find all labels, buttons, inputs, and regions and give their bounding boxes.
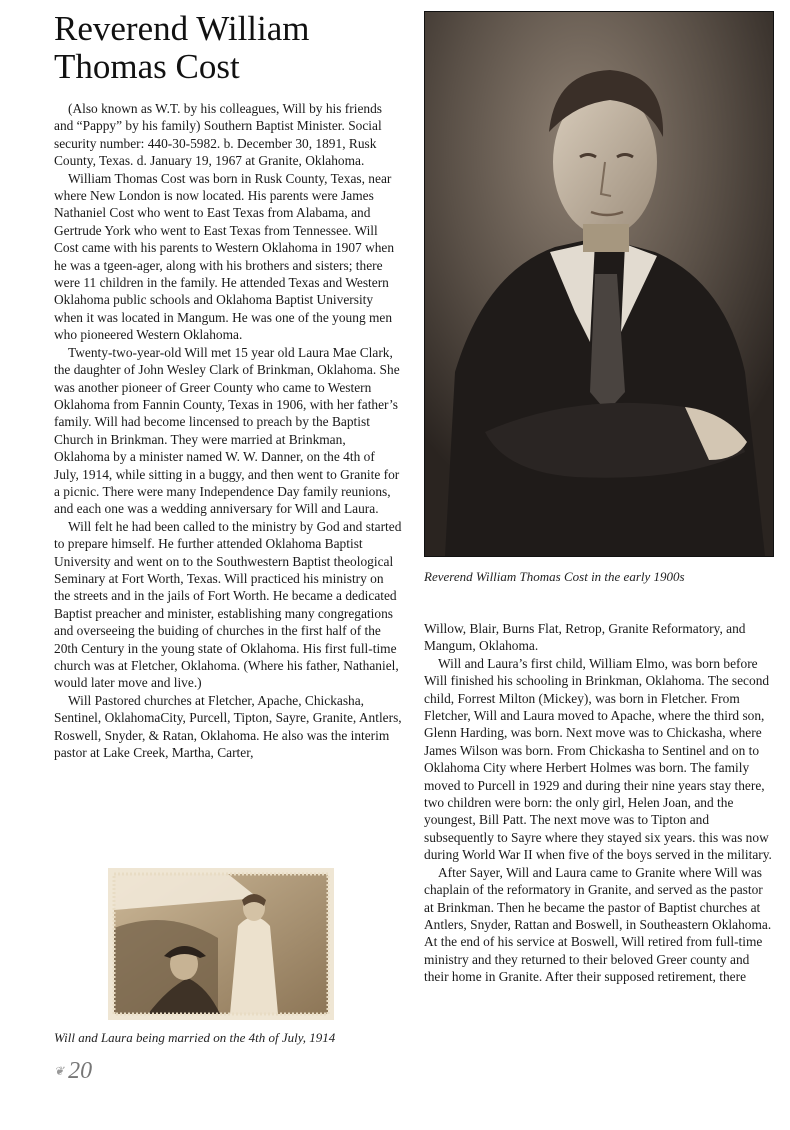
paragraph-churches: Will Pastored churches at Fletcher, Apache, Chickasha, Sentinel, OklahomaCity, Purcell, Tipton, Sayre, Granite, Antlers, Roswell, Snyder, & Ratan, Oklahoma. He also was the interim pastor at Lake Creek, Martha, Carter,: [54, 692, 402, 761]
article-title: [54, 10, 414, 86]
page-number-text: 20: [68, 1058, 93, 1084]
title-line-1: Reverend William: [54, 9, 310, 48]
paragraph-ministry: Will felt he had been called to the ministry by God and started to prepare himself. He further attended Oklahoma Baptist University and went on to the Southwestern Baptist theological Seminary at Fort Worth, Texas. Will practiced his ministry on the streets and in the jails of Fort Worth. He became a dedicated Baptist preacher and minister, establishing many congregations and overseeing the buiding of churches in the first half of the 20th Century in the young state of Oklahoma. His first full-time church was at Fletcher, Oklahoma. (Where his father, Nathaniel, would later move and live.): [54, 518, 402, 691]
right-column: [424, 620, 772, 986]
paragraph-continued: Willow, Blair, Burns Flat, Retrop, Granite Reformatory, and Mangum, Oklahoma.: [424, 621, 746, 654]
portrait-caption: Reverend William Thomas Cost in the early 1900s: [424, 569, 685, 584]
title-line-2: Thomas Cost: [54, 47, 240, 86]
wedding-caption: Will and Laura being married on the 4th of July, 1914: [54, 1030, 336, 1045]
left-column: [54, 100, 402, 761]
paragraph-marriage: Twenty-two-year-old Will met 15 year old Laura Mae Clark, the daughter of John Wesley Clark of Brinkman, Oklahoma. She was another pioneer of Greer County who came to Western Oklahoma from Fannin County, Texas in 1906, with her father’s family. Will had become lincensed to preach by the Baptist Church in Brinkman. They were married at Brinkman, Oklahoma by a minister named W. W. Danner, on the 4th of July, 1914, while sitting in a buggy, and then went to Granite for a picnic. There were many Independence Day family reunions, and each one was a wedding anniversary for Will and Laura.: [54, 344, 400, 517]
paragraph-intro: (Also known as W.T. by his colleagues, Will by his friends and “Pappy” by his family) Southern Baptist Minister. Social security number: 440-30-5982. b. December 30, 1891, Rusk County, Texas. d. January 19, 1967 at Granite, Oklahoma.: [54, 101, 382, 169]
portrait-photo: [424, 11, 774, 557]
wedding-photo: [108, 868, 334, 1020]
ornament-icon: ❦: [54, 1064, 65, 1078]
paragraph-birth: William Thomas Cost was born in Rusk County, Texas, near where New London is now located. His parents were James Nathaniel Cost who went to East Texas from Alabama, and Gertrude York who went to East Texas from Tennessee. Will Cost came with his parents to Western Oklahoma in 1907 when he was a tgeen-ager, along with his brothers and sisters; there were 11 children in the family. He attended Texas and Western Oklahoma public schools and Oklahoma Baptist University when it was located in Mangum. He was one of the young men who pioneered Western Oklahoma.: [54, 170, 395, 343]
page-number: [54, 1058, 92, 1085]
paragraph-children: Will and Laura’s first child, William Elmo, was born before Will finished his schooling in Brinkman, Oklahoma. The second child, Forrest Milton (Mickey), was born in Fletcher. From Fletcher, Will and Laura moved to Apache, where the third son, Glenn Harding, was born. Next move was to Chickasha, where James Wilson was born. From Chickasha to Sentinel and on to Oklahoma City where Herbert Holmes was born. The family moved to Purcell in 1929 and during their nine years stay there, two children were born: the only girl, Helen Joan, and the youngest, Bill Patt. The next move was to Tipton and subsequently to Sayre where they stayed six years. this was now during World War II when five of the boys served in the military.: [424, 655, 772, 863]
paragraph-retirement: After Sayer, Will and Laura came to Granite where Will was chaplain of the reformatory in Granite, and served as the pastor at Brinkman. Then he became the pastor of Baptist churches at Antlers, Snyder, Rattan and Boswell, in Southeastern Oklahoma. At the end of his service at Boswell, Will retired from full-time ministry and they returned to their beloved Greer county and their home in Granite. After their supposed retirement, there: [424, 864, 772, 985]
